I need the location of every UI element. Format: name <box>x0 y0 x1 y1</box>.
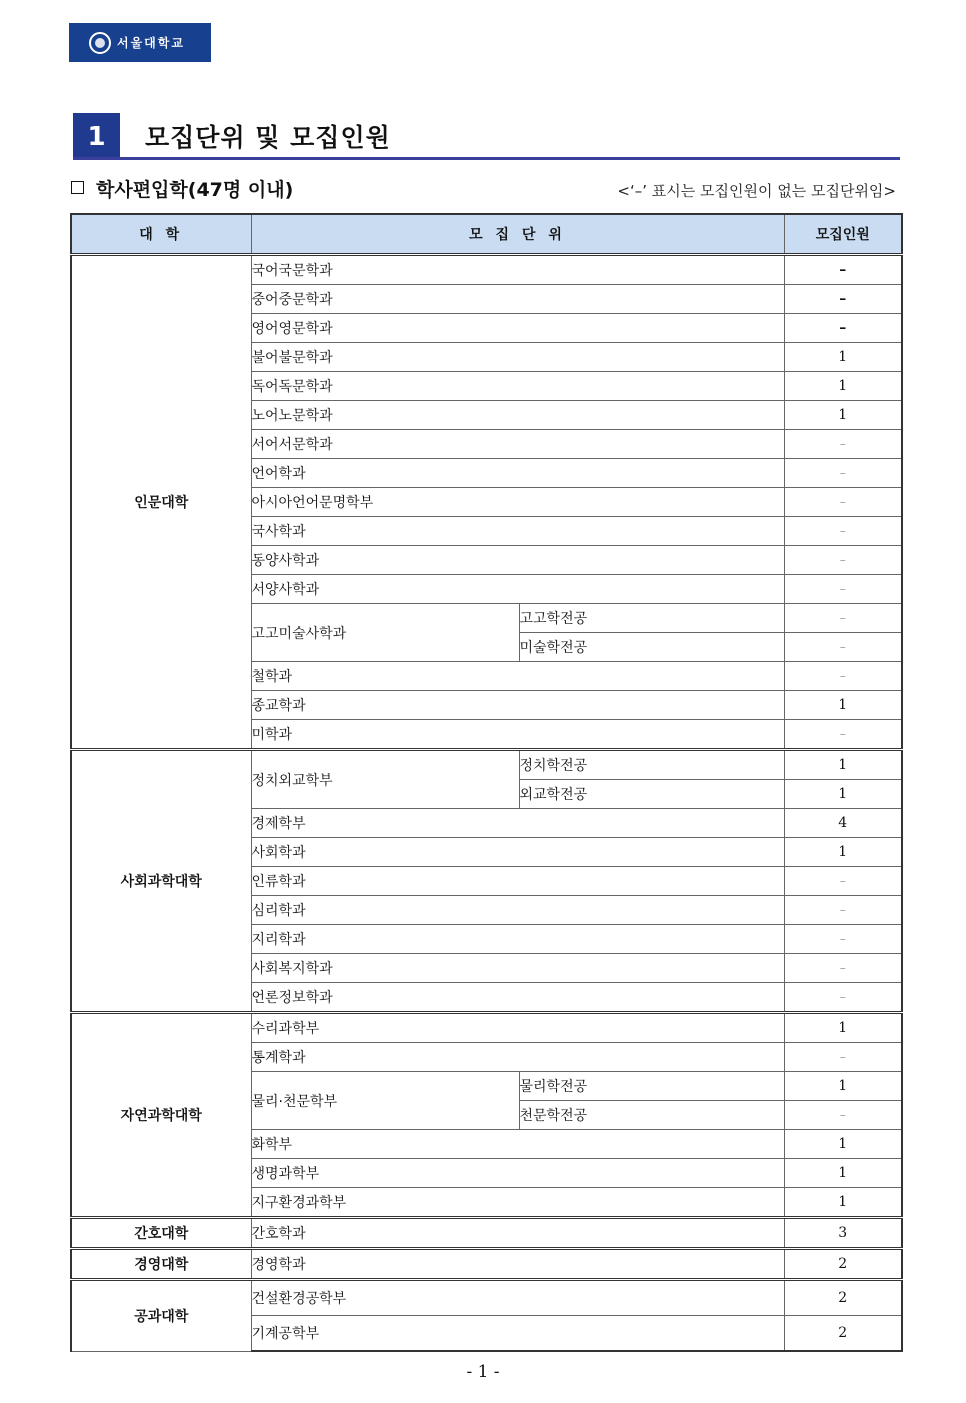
header-count: 모집인원 <box>784 214 902 255</box>
table-header-row <box>71 214 902 255</box>
header-college: 대 학 <box>71 214 251 255</box>
unit-count: 1 <box>784 838 902 867</box>
unit-count: – <box>784 488 902 517</box>
unit-name: 정치외교학부 <box>251 750 519 809</box>
unit-count: – <box>784 662 902 691</box>
dash-legend-note: <‘–’ 표시는 모집인원이 없는 모집단위임> <box>617 182 896 200</box>
major-name: 정치학전공 <box>519 750 784 780</box>
major-name: 외교학전공 <box>519 780 784 809</box>
unit-name: 동양사학과 <box>251 546 784 575</box>
unit-name: 아시아언어문명학부 <box>251 488 784 517</box>
unit-count: 1 <box>784 1130 902 1159</box>
table-row <box>71 1013 902 1043</box>
unit-name: 건설환경공학부 <box>251 1280 784 1316</box>
unit-count: – <box>784 720 902 750</box>
unit-count: – <box>784 255 902 285</box>
unit-count: 4 <box>784 809 902 838</box>
table-row <box>71 750 902 780</box>
unit-count: 1 <box>784 343 902 372</box>
unit-name: 중어중문학과 <box>251 285 784 314</box>
section-number: 1 <box>73 113 120 160</box>
unit-name: 불어불문학과 <box>251 343 784 372</box>
unit-count: – <box>784 1101 902 1130</box>
unit-name: 언어학과 <box>251 459 784 488</box>
page-number: - 1 - <box>466 1362 500 1382</box>
unit-count: 1 <box>784 1159 902 1188</box>
unit-count: – <box>784 575 902 604</box>
university-logo <box>69 23 211 62</box>
unit-count: 3 <box>784 1218 902 1249</box>
table-row <box>71 1280 902 1316</box>
unit-name: 종교학과 <box>251 691 784 720</box>
college-business: 경영대학 <box>71 1249 251 1280</box>
unit-count: – <box>784 983 902 1013</box>
unit-name: 사회학과 <box>251 838 784 867</box>
unit-name: 서양사학과 <box>251 575 784 604</box>
checkbox-square-icon <box>71 181 84 194</box>
table-row <box>71 255 902 285</box>
unit-count: – <box>784 285 902 314</box>
unit-count: 1 <box>784 401 902 430</box>
unit-name: 고고미술사학과 <box>251 604 519 662</box>
unit-name: 철학과 <box>251 662 784 691</box>
unit-name: 경영학과 <box>251 1249 784 1280</box>
major-name: 고고학전공 <box>519 604 784 633</box>
unit-count: 1 <box>784 372 902 401</box>
section-title: 모집단위 및 모집인원 <box>145 123 391 152</box>
unit-count: 2 <box>784 1280 902 1316</box>
unit-name: 노어노문학과 <box>251 401 784 430</box>
unit-name: 화학부 <box>251 1130 784 1159</box>
section-divider <box>73 157 900 160</box>
unit-count: 1 <box>784 780 902 809</box>
unit-name: 영어영문학과 <box>251 314 784 343</box>
unit-count: – <box>784 517 902 546</box>
college-nursing: 간호대학 <box>71 1218 251 1249</box>
unit-name: 물리·천문학부 <box>251 1072 519 1130</box>
table-row <box>71 1249 902 1280</box>
unit-count: 1 <box>784 1072 902 1101</box>
unit-name: 독어독문학과 <box>251 372 784 401</box>
college-humanities: 인문대학 <box>71 255 251 750</box>
unit-name: 경제학부 <box>251 809 784 838</box>
header-unit: 모 집 단 위 <box>251 214 784 255</box>
unit-name: 생명과학부 <box>251 1159 784 1188</box>
university-seal-icon <box>89 32 111 54</box>
unit-count: 1 <box>784 1013 902 1043</box>
logo-text: 서울대학교 <box>117 36 185 50</box>
major-name: 물리학전공 <box>519 1072 784 1101</box>
college-social-sciences: 사회과학대학 <box>71 750 251 1013</box>
unit-name: 사회복지학과 <box>251 954 784 983</box>
unit-count: – <box>784 459 902 488</box>
unit-name: 미학과 <box>251 720 784 750</box>
recruitment-table <box>70 213 903 1352</box>
unit-name: 심리학과 <box>251 896 784 925</box>
unit-name: 국사학과 <box>251 517 784 546</box>
unit-name: 기계공학부 <box>251 1316 784 1352</box>
unit-name: 국어국문학과 <box>251 255 784 285</box>
unit-count: 1 <box>784 691 902 720</box>
unit-name: 언론정보학과 <box>251 983 784 1013</box>
table-row <box>71 1218 902 1249</box>
unit-count: 1 <box>784 750 902 780</box>
unit-count: – <box>784 954 902 983</box>
unit-name: 지구환경과학부 <box>251 1188 784 1218</box>
unit-name: 통계학과 <box>251 1043 784 1072</box>
unit-count: – <box>784 1043 902 1072</box>
unit-count: – <box>784 633 902 662</box>
unit-count: 2 <box>784 1316 902 1352</box>
unit-count: – <box>784 867 902 896</box>
unit-count: 2 <box>784 1249 902 1280</box>
unit-name: 간호학과 <box>251 1218 784 1249</box>
unit-count: – <box>784 896 902 925</box>
unit-name: 인류학과 <box>251 867 784 896</box>
subsection-title: 학사편입학(47명 이내) <box>96 179 294 201</box>
unit-count: – <box>784 314 902 343</box>
unit-count: – <box>784 430 902 459</box>
unit-count: – <box>784 546 902 575</box>
unit-name: 지리학과 <box>251 925 784 954</box>
unit-name: 수리과학부 <box>251 1013 784 1043</box>
college-natural-sciences: 자연과학대학 <box>71 1013 251 1218</box>
major-name: 미술학전공 <box>519 633 784 662</box>
college-engineering: 공과대학 <box>71 1280 251 1352</box>
unit-count: – <box>784 925 902 954</box>
unit-name: 서어서문학과 <box>251 430 784 459</box>
unit-count: 1 <box>784 1188 902 1218</box>
major-name: 천문학전공 <box>519 1101 784 1130</box>
unit-count: – <box>784 604 902 633</box>
